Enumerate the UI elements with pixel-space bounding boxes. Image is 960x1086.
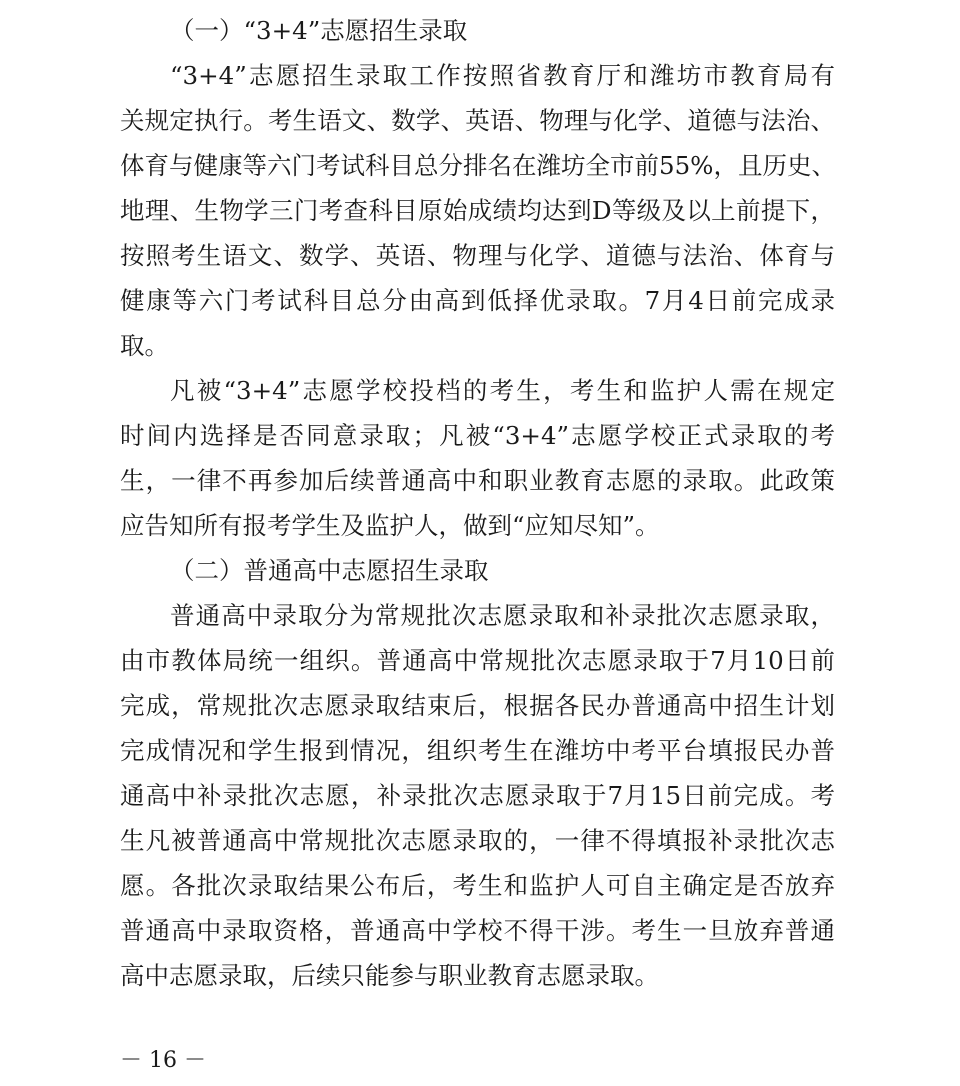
paragraph-line: 时间内选择是否同意录取；凡被“3+4”志愿学校正式录取的考 xyxy=(120,421,835,450)
section-heading: （一）“3+4”志愿招生录取 xyxy=(170,16,468,45)
paragraph-line: 普通高中录取资格，普通高中学校不得干涉。考生一旦放弃普通 xyxy=(120,916,835,945)
paragraph-line: 由市教体局统一组织。普通高中常规批次志愿录取于7月10日前 xyxy=(120,646,835,675)
section-heading: （二）普通高中志愿招生录取 xyxy=(170,556,489,585)
paragraph-line: 生凡被普通高中常规批次志愿录取的，一律不得填报补录批次志 xyxy=(120,826,835,855)
paragraph-line: 体育与健康等六门考试科目总分排名在潍坊全市前55%，且历史、 xyxy=(120,151,836,180)
paragraph-line: “3+4”志愿招生录取工作按照省教育厅和潍坊市教育局有 xyxy=(170,61,835,90)
paragraph-line: 应告知所有报考学生及监护人，做到“应知尽知”。 xyxy=(120,511,660,540)
paragraph-line: 地理、生物学三门考查科目原始成绩均达到D等级及以上前提下， xyxy=(120,196,835,225)
paragraph-line: 完成，常规批次志愿录取结束后，根据各民办普通高中招生计划 xyxy=(120,691,835,720)
paragraph-line: 生，一律不再参加后续普通高中和职业教育志愿的录取。此政策 xyxy=(120,466,835,495)
paragraph-line: 取。 xyxy=(120,331,169,360)
paragraph-line: 高中志愿录取，后续只能参与职业教育志愿录取。 xyxy=(120,961,659,990)
paragraph-line: 健康等六门考试科目总分由高到低择优录取。7月4日前完成录 xyxy=(120,286,835,315)
paragraph-line: 关规定执行。考生语文、数学、英语、物理与化学、道德与法治、 xyxy=(120,106,835,135)
paragraph-line: 按照考生语文、数学、英语、物理与化学、道德与法治、体育与 xyxy=(120,241,835,270)
paragraph-line: 通高中补录批次志愿，补录批次志愿录取于7月15日前完成。考 xyxy=(120,781,835,810)
page-number: － 16 － xyxy=(120,1048,206,1073)
paragraph-line: 完成情况和学生报到情况，组织考生在潍坊中考平台填报民办普 xyxy=(120,736,835,765)
paragraph-line: 凡被“3+4”志愿学校投档的考生，考生和监护人需在规定 xyxy=(170,376,835,405)
paragraph-line: 愿。各批次录取结果公布后，考生和监护人可自主确定是否放弃 xyxy=(120,871,835,900)
paragraph-line: 普通高中录取分为常规批次志愿录取和补录批次志愿录取， xyxy=(170,601,835,630)
